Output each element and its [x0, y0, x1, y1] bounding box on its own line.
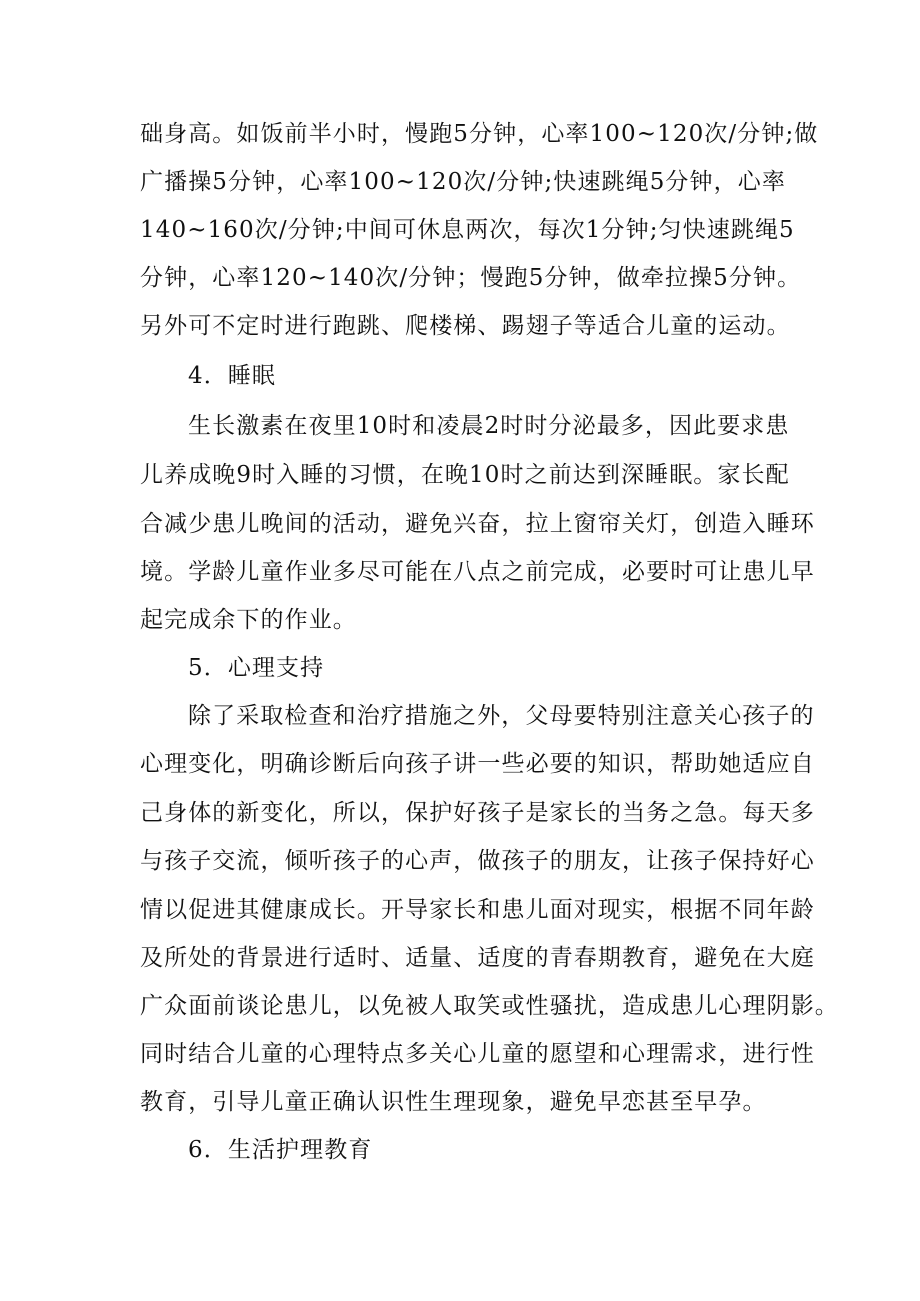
paragraph-line: 及所处的背景进行适时、适量、适度的青春期教育，避免在大庭	[140, 945, 815, 971]
paragraph-line: 同时结合儿童的心理特点多关心儿童的愿望和心理需求，进行性	[140, 1041, 815, 1067]
paragraph-line: 础身高。如饭前半小时，慢跑5分钟，心率100~120次/分钟;做	[140, 121, 819, 147]
paragraph-line: 另外可不定时进行跑跳、爬楼梯、踢翅子等适合儿童的运动。	[140, 313, 791, 339]
paragraph-line: 生长激素在夜里10时和凌晨2时时分泌最多，因此要求患	[188, 413, 790, 439]
paragraph-line: 广众面前谈论患儿，以免被人取笑或性骚扰，造成患儿心理阴影。	[140, 993, 839, 1019]
paragraph-line: 心理变化，明确诊断后向孩子讲一些必要的知识，帮助她适应自	[140, 751, 815, 777]
paragraph-line: 分钟，心率120~140次/分钟；慢跑5分钟，做牵拉操5分钟。	[140, 265, 802, 291]
paragraph-line: 除了采取检查和治疗措施之外，父母要特别注意关心孩子的	[188, 703, 815, 729]
section-heading-sleep: 4．睡眠	[188, 363, 277, 389]
section-heading-life-care-education: 6．生活护理教育	[188, 1137, 373, 1163]
section-heading-psychological-support: 5．心理支持	[188, 655, 325, 681]
paragraph-line: 境。学龄儿童作业多尽可能在八点之前完成，必要时可让患儿早	[140, 559, 815, 585]
paragraph-line: 情以促进其健康成长。开导家长和患儿面对现实，根据不同年龄	[140, 897, 815, 923]
paragraph-line: 与孩子交流，倾听孩子的心声，做孩子的朋友，让孩子保持好心	[140, 848, 815, 874]
paragraph-line: 合减少患儿晚间的活动，避免兴奋，拉上窗帘关灯，创造入睡环	[140, 511, 815, 537]
paragraph-line: 广播操5分钟，心率100~120次/分钟;快速跳绳5分钟，心率	[140, 169, 786, 195]
paragraph-line: 儿养成晚9时入睡的习惯，在晚10时之前达到深睡眠。家长配	[140, 462, 790, 488]
paragraph-line: 己身体的新变化，所以，保护好孩子是家长的当务之急。每天多	[140, 800, 815, 826]
paragraph-line: 140~160次/分钟;中间可休息两次，每次1分钟;匀快速跳绳5	[140, 217, 795, 243]
paragraph-line: 起完成余下的作业。	[140, 607, 357, 633]
paragraph-line: 教育，引导儿童正确认识性生理现象，避免早恋甚至早孕。	[140, 1089, 767, 1115]
